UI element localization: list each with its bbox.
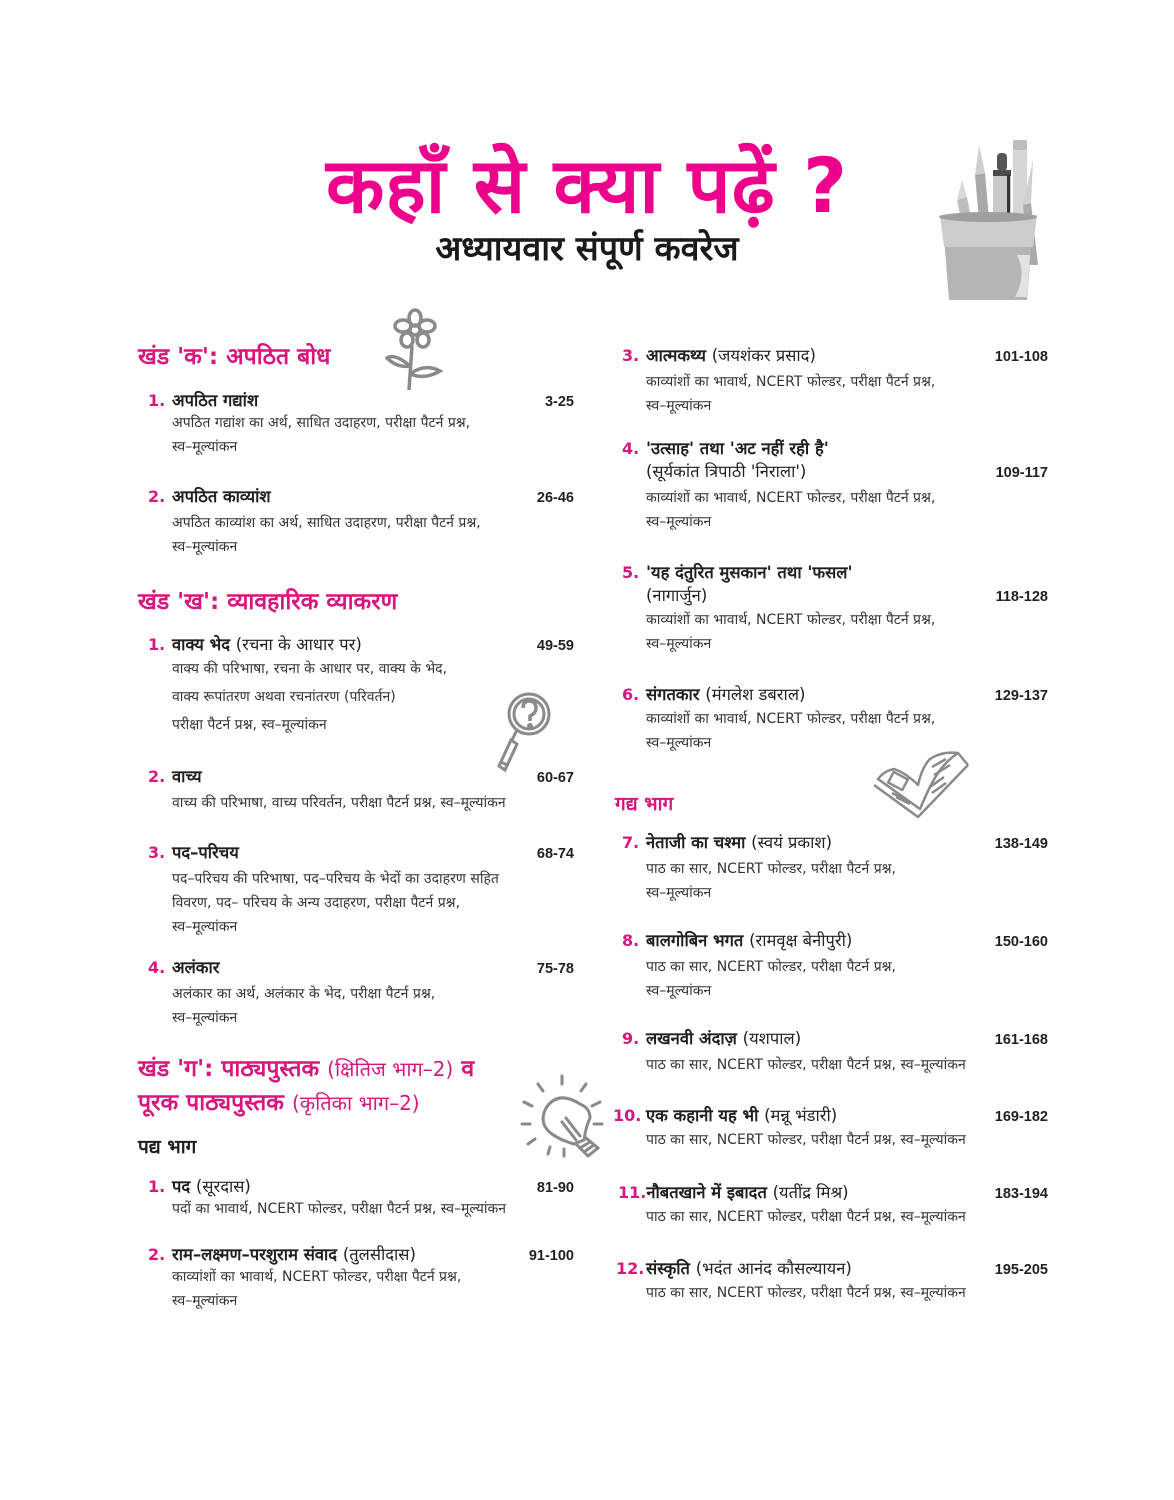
- page-range: 68-74: [536, 846, 574, 862]
- entry-author: (रचना के आधार पर): [235, 635, 362, 654]
- entry-description: पद–परिचय की परिभाषा, पद–परिचय के भेदों का उदाहरण सहित: [172, 871, 499, 887]
- page-range: 195-205: [994, 1262, 1048, 1278]
- entry-author: (भदंत आनंद कौसल्यायन): [695, 1259, 852, 1278]
- entry-number: 6.: [622, 685, 640, 704]
- entry-description: स्व–मूल्यांकन: [172, 919, 238, 935]
- entry-title: बालगोबिन भगत: [646, 931, 744, 950]
- page-range: 60-67: [536, 770, 574, 786]
- entry-number: 4.: [148, 958, 166, 977]
- entry-number: 9.: [622, 1029, 640, 1048]
- entry-title: आत्मकथ्य: [646, 346, 706, 365]
- page-title: कहाँ से क्या पढ़ें ?: [325, 141, 849, 230]
- toc-entry[interactable]: [148, 1174, 574, 1221]
- open-book-icon: [872, 745, 972, 823]
- entry-title: वाक्य भेद: [172, 635, 230, 654]
- khand-ga-supplementary: पूरक पाठ्यपुस्तक: [138, 1090, 284, 1116]
- page-range: 91-100: [528, 1248, 574, 1264]
- entry-description: स्व–मूल्यांकन: [646, 885, 712, 901]
- toc-entry[interactable]: [148, 955, 574, 1030]
- entry-number: 5.: [622, 563, 640, 582]
- entry-number: 3.: [622, 346, 640, 365]
- entry-author: (यशपाल): [742, 1029, 802, 1048]
- entry-author: (सूरदास): [195, 1177, 251, 1196]
- padya-bhag-label: पद्य भाग: [138, 1136, 197, 1158]
- toc-entry[interactable]: [622, 928, 1048, 1003]
- entry-description: पाठ का सार, NCERT फोल्डर, परीक्षा पैटर्न प्रश्न, स्व–मूल्यांकन: [646, 1057, 966, 1073]
- entry-title: नेताजी का चश्मा: [646, 833, 746, 852]
- entry-author: (रामवृक्ष बेनीपुरी): [749, 931, 853, 950]
- entry-description: विवरण, पद– परिचय के अन्य उदाहरण, परीक्षा पैटर्न प्रश्न,: [172, 895, 461, 911]
- section-heading-khand-ga: [138, 1052, 474, 1120]
- pencil-cup-icon: [935, 125, 1040, 300]
- entry-author: (सूर्यकांत त्रिपाठी 'निराला'): [646, 462, 807, 481]
- page-range: 3-25: [544, 394, 574, 410]
- entry-title: पद–परिचय: [172, 843, 239, 862]
- entry-description: स्व–मूल्यांकन: [646, 983, 712, 999]
- toc-entry[interactable]: [148, 1242, 574, 1313]
- entry-description: पाठ का सार, NCERT फोल्डर, परीक्षा पैटर्न प्रश्न,: [646, 861, 897, 877]
- khand-ga-conjunction: व: [461, 1056, 475, 1082]
- entry-description: स्व–मूल्यांकन: [172, 1293, 238, 1309]
- entry-number: 12.: [616, 1259, 645, 1278]
- entry-title: लखनवी अंदाज़: [646, 1029, 737, 1048]
- entry-author: (मन्नू भंडारी): [764, 1106, 838, 1125]
- entry-author: (मंगलेश डबराल): [705, 685, 806, 704]
- toc-entry[interactable]: [148, 764, 574, 815]
- page-range: 118-128: [995, 589, 1048, 605]
- entry-title: 'उत्साह' तथा 'अट नहीं रही है': [646, 439, 829, 458]
- entry-description: काव्यांशों का भावार्थ, NCERT फोल्डर, परीक्षा पैटर्न प्रश्न,: [646, 711, 936, 727]
- page-range: 101-108: [994, 349, 1048, 365]
- entry-description: अपठित गद्यांश का अर्थ, साधित उदाहरण, परीक्षा पैटर्न प्रश्न,: [172, 415, 471, 431]
- page-range: 26-46: [536, 490, 574, 506]
- entry-description: वाक्य रूपांतरण अथवा रचनांतरण (परिवर्तन): [172, 689, 396, 705]
- toc-entry[interactable]: [148, 484, 574, 559]
- entry-number: 2.: [148, 767, 166, 786]
- section-heading-khand-ka: खंड 'क': अपठित बोध: [138, 344, 331, 370]
- entry-description: काव्यांशों का भावार्थ, NCERT फोल्डर, परीक्षा पैटर्न प्रश्न,: [646, 612, 936, 628]
- gadya-bhag-label: गद्य भाग: [615, 793, 674, 815]
- entry-description: स्व–मूल्यांकन: [172, 539, 238, 555]
- entry-number: 1.: [148, 1177, 166, 1196]
- page-range: 161-168: [994, 1032, 1048, 1048]
- page-range: 169-182: [994, 1109, 1048, 1125]
- entry-author: (जयशंकर प्रसाद): [711, 346, 816, 365]
- entry-number: 1.: [148, 391, 166, 410]
- entry-title: नौबतखाने में इबादत: [646, 1183, 767, 1202]
- entry-description: स्व–मूल्यांकन: [646, 735, 712, 751]
- entry-title: पद: [172, 1177, 191, 1196]
- page-range: 75-78: [536, 961, 574, 977]
- entry-author: (स्वयं प्रकाश): [751, 833, 833, 852]
- khand-ga-book: (क्षितिज भाग–2): [327, 1057, 454, 1081]
- entry-description: अलंकार का अर्थ, अलंकार के भेद, परीक्षा पैटर्न प्रश्न,: [172, 986, 436, 1002]
- lightbulb-icon: [518, 1074, 608, 1166]
- entry-number: 3.: [148, 843, 166, 862]
- toc-entry[interactable]: [148, 388, 574, 459]
- toc-entry[interactable]: [622, 830, 1048, 905]
- entry-description: अपठित काव्यांश का अर्थ, साधित उदाहरण, परीक्षा पैटर्न प्रश्न,: [172, 515, 481, 531]
- section-heading-khand-kha: खंड 'ख': व्यावहारिक व्याकरण: [138, 589, 398, 615]
- entry-description: पाठ का सार, NCERT फोल्डर, परीक्षा पैटर्न प्रश्न, स्व–मूल्यांकन: [646, 1285, 966, 1301]
- toc-entry[interactable]: [622, 1026, 1048, 1077]
- page-range: 183-194: [994, 1186, 1048, 1202]
- page-range: 138-149: [994, 836, 1048, 852]
- entry-number: 10.: [613, 1106, 642, 1125]
- entry-description: पाठ का सार, NCERT फोल्डर, परीक्षा पैटर्न प्रश्न, स्व–मूल्यांकन: [646, 1132, 966, 1148]
- entry-title: संगतकार: [646, 685, 700, 704]
- entry-number: 2.: [148, 1245, 166, 1264]
- entry-number: 1.: [148, 635, 166, 654]
- entry-title: 'यह दंतुरित मुसकान' तथा 'फसल': [646, 563, 853, 582]
- entry-description: स्व–मूल्यांकन: [646, 514, 712, 530]
- khand-ga-title: खंड 'ग': पाठ्यपुस्तक: [138, 1056, 320, 1082]
- toc-entry[interactable]: [613, 1103, 1048, 1152]
- entry-title: एक कहानी यह भी: [646, 1106, 759, 1125]
- entry-title: संस्कृति: [646, 1259, 690, 1278]
- entry-title: राम–लक्ष्मण–परशुराम संवाद: [172, 1245, 338, 1264]
- entry-description: काव्यांशों का भावार्थ, NCERT फोल्डर, परीक्षा पैटर्न प्रश्न,: [646, 374, 936, 390]
- page-range: 109-117: [995, 465, 1048, 481]
- khand-ga-supplementary-book: (कृतिका भाग–2): [291, 1091, 420, 1115]
- toc-entry[interactable]: [618, 1180, 1048, 1229]
- entry-description: वाक्य की परिभाषा, रचना के आधार पर, वाक्य के भेद,: [172, 661, 448, 677]
- entry-description: काव्यांशों का भावार्थ, NCERT फोल्डर, परीक्षा पैटर्न प्रश्न,: [172, 1269, 462, 1285]
- entry-number: 8.: [622, 931, 640, 950]
- toc-entry[interactable]: [148, 840, 574, 939]
- entry-description: स्व–मूल्यांकन: [172, 1010, 238, 1026]
- entry-number: 2.: [148, 487, 166, 506]
- entry-author: (नागार्जुन): [646, 586, 708, 605]
- entry-number: 4.: [622, 439, 640, 458]
- entry-title: अलंकार: [172, 958, 220, 977]
- entry-description: वाच्य की परिभाषा, वाच्य परिवर्तन, परीक्षा पैटर्न प्रश्न, स्व–मूल्यांकन: [172, 795, 506, 811]
- entry-description: स्व–मूल्यांकन: [646, 398, 712, 414]
- entry-description: परीक्षा पैटर्न प्रश्न, स्व–मूल्यांकन: [172, 717, 327, 733]
- entry-title: वाच्य: [172, 767, 202, 786]
- toc-entry[interactable]: [622, 682, 1048, 755]
- entry-description: पाठ का सार, NCERT फोल्डर, परीक्षा पैटर्न प्रश्न,: [646, 959, 897, 975]
- entry-title: अपठित गद्यांश: [172, 391, 259, 410]
- page-subtitle: अध्यायवार संपूर्ण कवरेज: [435, 229, 739, 269]
- toc-entry[interactable]: [622, 436, 1048, 534]
- entry-author: (यतींद्र मिश्र): [772, 1183, 849, 1202]
- entry-number: 7.: [622, 833, 640, 852]
- toc-entry[interactable]: [622, 343, 1048, 418]
- entry-description: पाठ का सार, NCERT फोल्डर, परीक्षा पैटर्न प्रश्न, स्व–मूल्यांकन: [646, 1209, 966, 1225]
- entry-description: स्व–मूल्यांकन: [172, 439, 238, 455]
- page-range: 150-160: [994, 934, 1048, 950]
- toc-entry[interactable]: [622, 560, 1048, 656]
- entry-number: 11.: [618, 1183, 647, 1202]
- entry-description: पदों का भावार्थ, NCERT फोल्डर, परीक्षा पैटर्न प्रश्न, स्व–मूल्यांकन: [172, 1201, 507, 1217]
- flower-icon: [385, 308, 445, 393]
- entry-description: स्व–मूल्यांकन: [646, 636, 712, 652]
- page-range: 81-90: [536, 1180, 574, 1196]
- entry-description: काव्यांशों का भावार्थ, NCERT फोल्डर, परीक्षा पैटर्न प्रश्न,: [646, 490, 936, 506]
- toc-entry[interactable]: [616, 1256, 1048, 1305]
- entry-title: अपठित काव्यांश: [172, 487, 271, 506]
- page-range: 49-59: [536, 638, 574, 654]
- page-range: 129-137: [994, 688, 1048, 704]
- entry-author: (तुलसीदास): [342, 1245, 416, 1264]
